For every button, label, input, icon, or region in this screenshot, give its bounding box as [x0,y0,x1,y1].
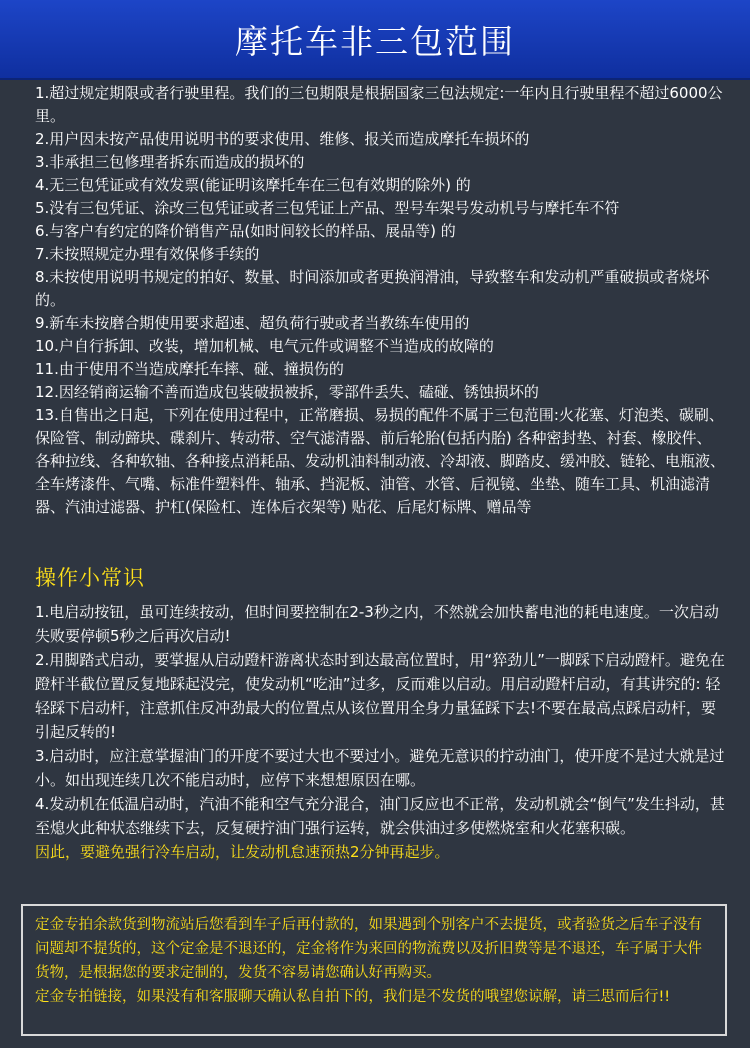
exclusion-item: 8.未按使用说明书规定的拍好、数量、时间添加或者更换润滑油，导致整车和发动机严重破损或者烧坏的。 [35,268,710,309]
title-banner [0,0,750,80]
exclusion-item: 4.无三包凭证或有效发票(能证明该摩托车在三包有效期的除外) 的 [35,176,471,194]
deposit-link-notice-text: 定金专拍链接，如果没有和客服聊天确认私自拍下的，我们是不发货的哦望您谅解，请三思而后行!! [35,989,671,1005]
tips-conclusion: 因此，要避免强行冷车启动，让发动机怠速预热2分钟再起步。 [35,843,450,861]
exclusion-item: 9.新车未按磨合期使用要求超速、超负荷行驶或者当教练车使用的 [35,314,470,332]
exclusion-item: 11.由于使用不当造成摩托车摔、碰、撞损伤的 [35,360,344,378]
tips-heading: 操作小常识 [35,566,145,590]
tip-item: 3.启动时，应注意掌握油门的开度不要过大也不要过小。避免无意识的拧动油门，使开度不是过大就是过小。如出现连续几次不能启动时，应停下来想想原因在哪。 [35,747,725,789]
tip-item: 1.电启动按钮，虽可连续按动，但时间要控制在2-3秒之内，不然就会加快蓄电池的耗电速度。一次启动失败要停顿5秒之后再次启动! [35,603,719,645]
exclusion-item: 12.因经销商运输不善而造成包装破损被拆，零部件丢失、磕碰、锈蚀损坏的 [35,383,539,401]
deposit-notice-box [21,904,727,1036]
deposit-notice-text: 定金专拍余款货到物流站后您看到车子后再付款的，如果遇到个别客户不去提货，或者验货之后车子没有问题却不提货的，这个定金是不退还的，定金将作为来回的物流费以及折旧费等是不退还，车子属于大件货物，是根据您的要求定制的，发货不容易请您确认好再购买。 [35,917,702,981]
page-title: 摩托车非三包范围 [235,21,515,61]
exclusion-item: 7.未按照规定办理有效保修手续的 [35,245,260,263]
exclusion-item: 2.用户因未按产品使用说明书的要求使用、维修、报关而造成摩托车损坏的 [35,130,530,148]
exclusion-item: 10.户自行拆卸、改装，增加机械、电气元件或调整不当造成的故障的 [35,337,494,355]
exclusion-item: 1.超过规定期限或者行驶里程。我们的三包期限是根据国家三包法规定:一年内且行驶里程不超过6000公里。 [35,84,723,125]
tip-item: 2.用脚踏式启动，要掌握从启动蹬杆游离状态时到达最高位置时，用“猝劲儿”一脚踩下启动蹬杆。避免在蹬杆半截位置反复地踩起没完，使发动机“吃油”过多，反而难以启动。用启动蹬杆启动，有其讲究的: 轻轻踩下启动杆，注意抓住反冲劲最大的位置点从该位置用全身力量猛踩下去!不要在最高点踩启动杆，要引起反转的! [35,651,725,741]
tips-list [35,600,725,864]
exclusion-list [35,82,725,519]
exclusion-item: 3.非承担三包修理者拆东而造成的损坏的 [35,153,305,171]
tip-item: 4.发动机在低温启动时，汽油不能和空气充分混合，油门反应也不正常，发动机就会“倒气”发生抖动，甚至熄火此种状态继续下去，反复硬拧油门强行运转，就会供油过多使燃烧室和火花塞积碳。 [35,795,725,837]
exclusion-item: 13.自售出之日起，下列在使用过程中，正常磨损、易损的配件不属于三包范围:火花塞、灯泡类、碳刷、保险管、制动蹄块、碟刹片、转动带、空气滤清器、前后轮胎(包括内胎) 各种密封垫、衬套、橡胶件、各种拉线、各种软轴、各种接点消耗品、发动机油料制动液、冷却液、脚踏皮、缓冲胶、链轮、电瓶液、全车烤漆件、气嘴、标准件塑料件、轴承、挡泥板、油管、水管、后视镜、坐垫、随车工具、机油滤清器、汽油过滤器、护杠(保险杠、连体后衣架等) 贴花、后尾灯标牌、赠品等 [35,406,726,516]
exclusion-item: 6.与客户有约定的降价销售产品(如时间较长的样品、展品等) 的 [35,222,456,240]
exclusion-item: 5.没有三包凭证、涂改三包凭证或者三包凭证上产品、型号车架号发动机号与摩托车不符 [35,199,620,217]
